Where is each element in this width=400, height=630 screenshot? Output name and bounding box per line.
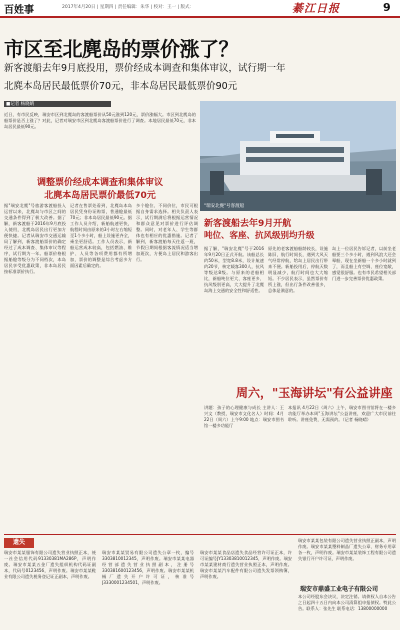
notice-column-2: 瑞安市某某贸易有限公司遗失公章一枚，编号3303810012345，声明作废。瑞安市某某电器经营部遗失营业执照副本，注册号330381600123456，声明作废。瑞安市某某机械厂遗失开户许可证，核准号J3330001234501，声明作废。	[102, 550, 194, 585]
body-column-4: 据了解，"瑞安北麂"号于2016年9月20日正式开航。该船总长约50米，型宽8.8米，设计航速约20节，核定载客300人，抗风等级达8级。与原来的老船相比，新船吨位更大、客座更多、抗风级别更高，大大提升了北麂岛海上交通的安全性和舒适性。	[204, 246, 264, 293]
subhead-2	[204, 218, 394, 242]
newspaper-logo: 綦江日报	[292, 2, 340, 15]
notice-column-1: 瑞安市某某服饰有限公司遗失营业执照正本，统一社会信用代码91330381MA286P，声明作废。瑞安市某某五金厂遗失组织机构代码证副本，代码号0123456，声明作废。瑞安市某某鞋业有限公司遗失税务登记证正副本，声明作废。	[4, 550, 96, 579]
deck-line-1: 新客渡船去年9月底投用，票价经成本调查和集体审议，试行期一年	[4, 63, 286, 74]
headline: 市区至北麂岛的票价涨了？	[4, 37, 238, 61]
issue-meta: 2017年4月20日 | 星期四 | 责任编辑：朱华 | 校对：王一 | 版式：	[62, 5, 195, 10]
subhead-line-1: 调整票价经成本调查和集体审议	[36, 178, 163, 188]
subhead-2-line-2: 吨位、客座、抗风级别均升级	[204, 231, 315, 241]
byline: ■记者 杨晓晴	[4, 101, 111, 107]
ferry-photo-illustration	[200, 101, 396, 211]
section-divider	[4, 534, 396, 535]
body-column-1: 据"瑞安北麂"号旅游客渡船投入运营以来，北麂岛与市区之间的交通条件得到了极大改善。据了解，新客渡船于2016年9月底投入使用，北麂岛居民出行更加方便快捷。记者从瑞安市交通运输局了解到，新客渡船票价的确定经过了成本调查、集体审议等程序，试行期为一年。船票价格根据船舱等级分为不同档次，本岛居民享受优惠政策，非本岛居民按标准票价执行。	[4, 203, 66, 274]
body-column-2: 记者在售票处看到，北麂岛本岛居民凭身份证购票，普通舱最低70元；非本岛居民最低90元。据工作人员介绍，新船航速更快，航程时间由原来的3小时左右缩短至1个多小时，船上设施更齐全，乘坐更舒适。工作人员表示，新船运营成本较高，包括燃油、维护、人员等各项费用都有所增加，票价的调整是综合考虑多方面因素后确定的。	[70, 203, 132, 268]
subhead	[4, 177, 196, 203]
body-column-5: 原先的老客渡船船龄较长，设施陈旧，航行时间长，遇到大风天气经常停航，给岛上居民出行带来不便。新船投用后，停航天数明显减少，航行时间也大大缩短。不少居民表示，虽然票价有所上涨，但出行条件改善很多，总体是满意的。	[268, 246, 328, 293]
lecture-details: 讲题：孩子的心理健康与成长 主讲人：王兴文（教授，瑞安市文化名人）时间：4月22日（周六）上午9:00 地点：瑞安市图书馆一楼多功能厅	[204, 405, 284, 428]
photo-caption: "瑞安北麂"号客渡船	[204, 204, 245, 209]
ferry-photo	[200, 101, 396, 211]
company-notice: 本公司经股东会决议，决定注销。请债权人自本公告之日起四十五日内向本公司清算组申报债权。特此公告。联系人：张先生 联系电话：13800000000	[298, 594, 396, 611]
body-column-3: 多个舱位、不同价位，市民可根据自身需求选择。相关负责人表示，试行期满后将根据运营情况和群众意见对票价进行评估调整。同时，对老年人、学生等群体也有相应的优惠措施。记者了解到，新客渡船每天往返一班，节假日期间根据客流情况适当增加班次，方便岛上居民和游客出行。	[136, 203, 198, 262]
notice-column-4: 瑞安市某某包装有限公司遗失营业执照正副本，声明作废。瑞安市某某塑料制品厂遗失公章、财务专用章各一枚，声明作废。瑞安市某某装饰工程有限公司遗失银行开户许可证，声明作废。	[298, 538, 396, 561]
lecture-headline: 周六，"玉海讲坛"有公益讲座	[236, 386, 393, 400]
subhead-line-2: 北麂本岛居民票价最低70元	[44, 191, 156, 201]
subhead-2-line-1: 新客渡船去年9月开航	[204, 219, 292, 229]
page-header	[0, 0, 400, 18]
notice-column-3: 瑞安市某某食品店遗失食品经营许可证正本，许可证编号JY13303810012345，声明作废。瑞安市某某建材商行遗失营业执照正本，声明作废。瑞安市某某汽车配件有限公司遗失发票领购簿，声明作废。	[200, 550, 292, 579]
company-name: 瑞安市鼎盛工业电子有限公司	[300, 586, 379, 593]
page-number: 9	[383, 1, 391, 14]
lecture-body: 本报讯 4月22日（周六）上午，瑞安市图书馆将在一楼多功能厅举办本周"玉海讲坛"公益讲座，欢迎广大市民前往聆听。讲座免费，无需预约。（记者 杨晓晴）	[288, 405, 396, 422]
lead-paragraph: 近日，有市民反映，瑞安市区到北麂岛的客渡船票价从50元涨到120元，票价涨幅大。市区到北麂岛的船票价是否上涨了？对此，记者对瑞安市区到北麂岛客渡船票价进行了调查。本地居民最低70元，非本岛居民最低90元。	[4, 112, 196, 129]
section-name: 百姓事	[4, 5, 34, 16]
deck-line-2: 北麂本岛居民最低票价70元，非本岛居民最低票价90元	[4, 81, 238, 92]
notices-label: 遗失	[4, 538, 34, 548]
body-column-6: 岛上一位居民告诉记者，以前坐老船要三个多小时，遇到风浪大还会晕船，现在坐新船一个多小时就到了，而且船上有空调、座位宽敞，感觉很舒服。也有市民希望相关部门进一步完善票价优惠政策。	[332, 246, 396, 281]
